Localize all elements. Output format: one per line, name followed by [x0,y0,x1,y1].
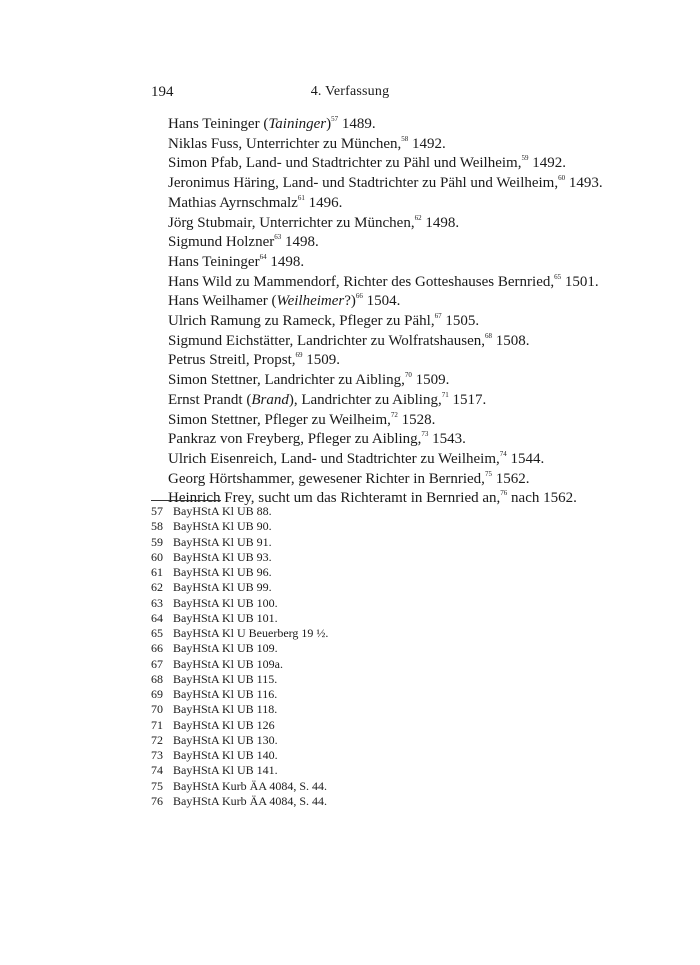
entry-text: Ernst Prandt ( [168,391,252,408]
footnote-text: BayHStA Kl UB 101. [173,610,278,625]
footnote-reference[interactable]: 75 [484,469,492,478]
list-item [168,174,608,194]
footnote-reference[interactable]: 76 [500,489,508,498]
list-item [168,312,608,332]
footnote-reference[interactable]: 69 [295,351,303,360]
entry-text: Georg Hörtshammer, gewesener Richter in Bernried, [168,470,485,487]
entry-text-continued: ) [326,116,332,132]
entry-year: 1493. [565,175,603,192]
footnote-number: 67 [151,656,163,671]
entry-text-continued: ), Landrichter zu Aibling, [288,391,442,408]
footnote-reference[interactable]: 71 [441,390,449,399]
footnote-number: 74 [151,763,163,778]
entry-year: 1498. [266,253,305,270]
footnote-number: 58 [151,519,163,534]
entry-text: Sigmund Eichstätter, Landrichter zu Wolfratshausen, [168,332,485,349]
list-item [168,411,608,431]
footnote-number: 64 [151,610,163,625]
footnote-number: 65 [151,626,163,640]
footnote-number: 59 [151,534,163,549]
footnote-reference[interactable]: 74 [499,449,507,458]
footnote-reference[interactable]: 59 [521,154,529,163]
entry-year: 1528. [397,411,436,428]
entry-year: 1489. [338,116,376,132]
footnote-text: BayHStA Kl UB 96. [173,565,272,579]
entry-text: Ulrich Ramung zu Rameck, Pfleger zu Pähl, [168,313,435,330]
footnote-item [151,702,328,717]
footnote-text: BayHStA Kl UB 126 [173,717,275,732]
list-item [168,253,608,273]
list-item [168,273,608,293]
footnote-text: BayHStA Kl UB 130. [173,732,278,747]
entry-text: Sigmund Holzner [168,234,275,251]
list-item [168,115,608,135]
entry-italic-name: Brand [251,391,289,408]
entry-text: Heinrich Frey, sucht um das Richteramt in Bernried an, [168,490,501,507]
entry-year: 1492. [408,135,446,152]
footnote-number: 75 [151,778,163,793]
footnote-text: BayHStA Kl UB 140. [173,748,278,762]
footnote-item [151,718,328,733]
footnote-reference[interactable]: 65 [554,272,562,281]
footnote-number: 66 [151,641,163,656]
entry-year: 1509. [411,372,450,389]
footnote-item [151,748,328,763]
list-item [168,391,608,411]
list-item [168,332,608,352]
footnote-item [151,519,328,534]
footnote-item [151,641,328,656]
footnote-number: 73 [151,748,163,762]
page-number: 194 [151,84,174,100]
footnote-reference[interactable]: 57 [331,115,339,123]
footnote-reference[interactable]: 61 [297,193,305,202]
footnote-reference[interactable]: 70 [404,371,412,380]
list-item [168,292,608,312]
entry-text: Hans Weilhamer ( [168,293,277,310]
footnote-item [151,580,328,595]
list-item [168,351,608,371]
entry-year: nach 1562. [507,490,577,507]
entry-text: Ulrich Eisenreich, Land- und Stadtrichter zu Weilheim, [168,450,500,467]
footnote-reference[interactable]: 60 [558,174,566,183]
footnote-text: BayHStA Kl UB 109. [173,641,278,656]
footnote-text: BayHStA Kl UB 141. [173,763,278,778]
list-item [168,430,608,450]
footnote-item [151,504,328,519]
footnote-text: BayHStA Kl UB 118. [173,702,278,717]
footnote-item [151,657,328,672]
entry-italic-name: Weilheimer [276,293,345,310]
footnote-item [151,733,328,748]
entry-year: 1496. [304,194,343,211]
footnote-number: 57 [151,504,163,518]
footnote-number: 63 [151,595,163,610]
footnote-text: BayHStA Kl UB 90. [173,519,272,534]
list-item [168,135,608,155]
judge-list [168,115,608,509]
list-item [168,194,608,214]
footnote-item [151,626,328,641]
footnote-text: BayHStA Kl UB 109a. [173,656,284,671]
footnote-text: BayHStA Kl UB 100. [173,595,278,610]
entry-year: 1562. [491,470,530,487]
entry-text: Petrus Streitl, Propst, [168,352,296,369]
entry-year: 1492. [528,155,566,172]
entry-text: Hans Teininger [168,253,260,270]
footnote-item [151,779,328,794]
footnote-item [151,550,328,565]
entry-year: 1501. [561,273,599,290]
entry-text: Jeronimus Häring, Land- und Stadtrichter zu Pähl und Weilheim, [168,175,559,192]
footnote-item [151,672,328,687]
footnote-item [151,611,328,626]
footnote-number: 62 [151,580,163,595]
footnote-text: BayHStA Kurb ÄA 4084, S. 44. [173,793,328,808]
footnote-item [151,596,328,611]
entry-year: 1543. [428,431,466,448]
list-item [168,470,608,490]
footnote-reference[interactable]: 68 [485,331,492,340]
footnote-text: BayHStA Kl UB 116. [173,687,278,701]
entry-text: Niklas Fuss, Unterrichter zu München, [168,135,402,152]
entry-year: 1498. [281,234,319,251]
entry-text: Simon Pfab, Land- und Stadtrichter zu Pähl und Weilheim, [168,155,522,172]
footnote-reference[interactable]: 73 [421,430,429,439]
footnote-text: BayHStA Kl UB 88. [173,504,272,518]
footnote-number: 70 [151,702,163,717]
list-item [168,450,608,470]
footnote-number: 69 [151,687,163,701]
entry-year: 1498. [421,214,460,231]
footnote-item [151,687,328,702]
footnote-number: 71 [151,717,163,732]
footnote-number: 61 [151,565,163,579]
entry-text: Simon Stettner, Landrichter zu Aibling, [168,372,405,389]
entry-text: Mathias Ayrnschmalz [168,194,298,211]
footnote-number: 60 [151,549,163,564]
footnote-item [151,794,328,809]
entry-text: Pankraz von Freyberg, Pfleger zu Aibling, [168,431,422,448]
entry-text: Simon Stettner, Pfleger zu Weilheim, [168,411,391,428]
footnote-text: BayHStA Kurb ÄA 4084, S. 44. [173,778,328,793]
footnote-text: BayHStA Kl UB 93. [173,549,272,564]
footnote-list [151,504,328,809]
list-item [168,214,608,234]
footnote-text: BayHStA Kl UB 91. [173,534,272,549]
footnote-item [151,535,328,550]
footnote-reference[interactable]: 63 [274,233,282,242]
entry-italic-name: Taininger [268,116,327,132]
entry-text: Hans Teininger ( [168,116,269,132]
entry-year: 1517. [448,391,487,408]
footnote-reference[interactable]: 67 [434,312,442,321]
entry-text: Jörg Stubmair, Unterrichter zu München, [168,214,415,231]
footnote-number: 68 [151,671,163,686]
footnote-number: 72 [151,732,163,747]
footnote-number: 76 [151,793,163,808]
footnote-reference[interactable]: 58 [401,134,409,143]
footnote-item [151,763,328,778]
entry-year: 1509. [302,352,341,369]
list-item [168,233,608,253]
footnote-text: BayHStA Kl UB 99. [173,580,272,595]
entry-year: 1508. [492,332,530,349]
footnote-text: BayHStA Kl UB 115. [173,671,278,686]
entry-text-continued: ?) [344,293,356,310]
entry-text: Hans Wild zu Mammendorf, Richter des Gotteshauses Bernried, [168,273,555,290]
footnote-reference[interactable]: 64 [259,252,267,261]
footnote-reference[interactable]: 62 [414,213,422,222]
list-item [168,371,608,391]
footnote-item [151,565,328,580]
list-item [168,154,608,174]
footnote-reference[interactable]: 72 [390,410,398,419]
entry-year: 1544. [506,450,545,467]
footnote-reference[interactable]: 66 [355,292,363,301]
running-head: 4. Verfassung [310,84,390,99]
entry-year: 1504. [362,293,401,310]
footnote-text: BayHStA Kl U Beuerberg 19 ½. [173,626,329,640]
entry-year: 1505. [441,313,480,330]
footnote-separator [151,500,221,501]
